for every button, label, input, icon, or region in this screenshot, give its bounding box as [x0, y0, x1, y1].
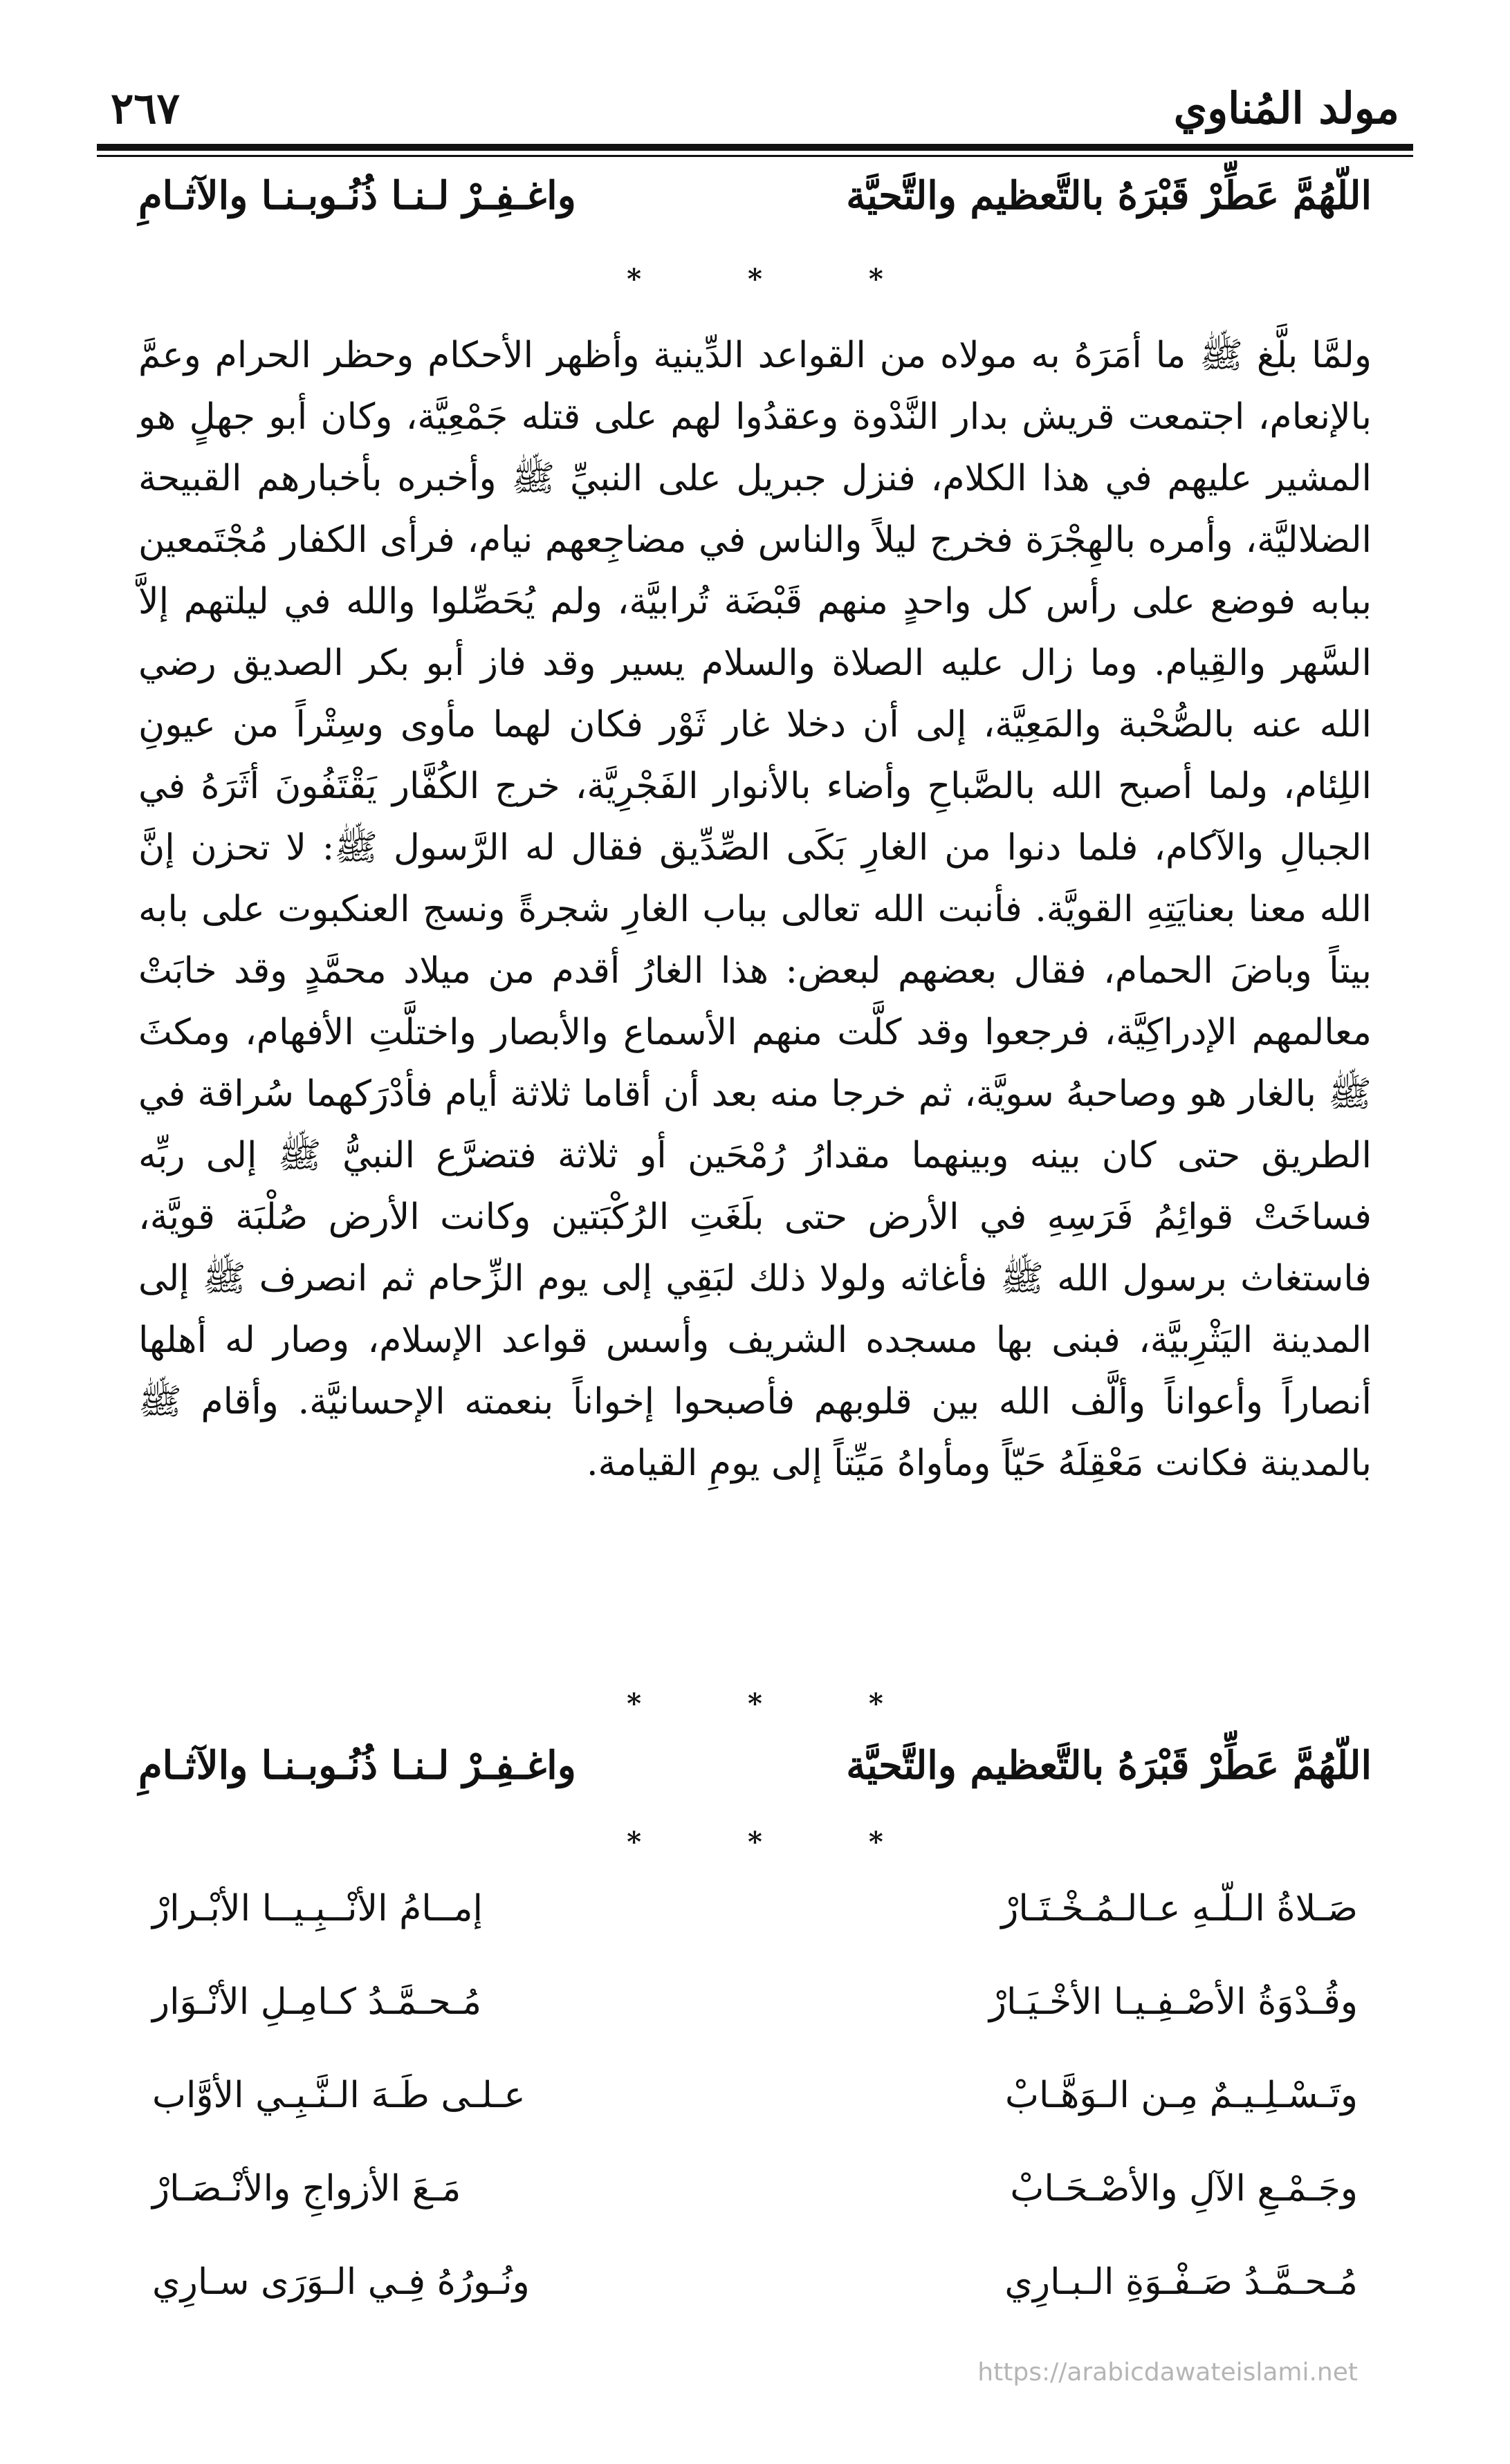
separator-stars-top [0, 263, 1510, 295]
separator-star: * [627, 263, 642, 295]
poem-verse [152, 2075, 1358, 2168]
poem-verse-right-hemistich: صَـلاةُ الـلّـهِ عـالـمُـخْـتَـارْ [1001, 1888, 1358, 1929]
separator-stars-bottom [0, 1826, 1510, 1858]
poem-verse-right-hemistich: وقُـدْوَةُ الأصْـفِـيـا الأخْـيَـارْ [988, 1981, 1358, 2023]
separator-star: * [748, 263, 762, 295]
running-title: مولد المُناوي [1173, 83, 1399, 133]
poem-verse [152, 1981, 1358, 2075]
poem-verse-right-hemistich: مُـحـمَّـدُ صَـفْـوَةِ الـبـارِي [1004, 2261, 1358, 2303]
poem [152, 1888, 1358, 2355]
refrain-middle-right-hemistich: اللّهُمَّ عَطِّرْ قَبْرَهُ بالتَّعظيم والتَّحيَّة [846, 1743, 1372, 1788]
poem-verse-right-hemistich: وتَـسْـلِـيـمٌ مِـن الـوَهَّـابْ [1005, 2075, 1358, 2116]
separator-star: * [748, 1687, 762, 1720]
poem-verse-left-hemistich: إمــامُ الأنْــبِـيــا الأبْـرارْ [152, 1888, 483, 1929]
source-watermark: https://arabicdawateislami.net [977, 2358, 1358, 2387]
poem-verse-left-hemistich: ونُـورُهُ فِـي الـوَرَى سـارِي [152, 2261, 530, 2303]
refrain-middle [138, 1743, 1372, 1805]
separator-star: * [868, 1687, 883, 1720]
poem-verse-right-hemistich: وجَـمْـعِ الآلِ والأصْـحَـابْ [1010, 2168, 1358, 2210]
header-rule-thin [97, 155, 1413, 157]
separator-stars-middle [0, 1687, 1510, 1720]
body-text [138, 325, 1372, 1494]
refrain-top-left-hemistich: واغـفِـرْ لـنـا ذُنُـوبـنـا والآثـامِ [138, 173, 576, 219]
poem-verse [152, 2168, 1358, 2261]
separator-star: * [627, 1687, 642, 1720]
body-paragraph: ولمَّا بلَّغ ﷺ ما أمَرَهُ به مولاه من القواعد الدِّينية وأظهر الأحكام وحظر الحرام وعمَّ بالإنعام، اجتمعت قريش بدار النَّدْوة وعقدُوا لهم على قتله جَمْعِيَّة، وكان أبو جهلٍ هو المشير عليهم في هذا الكلام، فنزل جبريل على النبيِّ ﷺ وأخبره بأخبارهم القبيحة الضلاليَّة، وأمره بالهِجْرَة فخرج ليلاً والناس في مضاجِعهم نيام، فرأى الكفار مُجْتَمعين ببابه فوضع على رأس كل واحدٍ منهم قَبْضَة تُرابيَّة، ولم يُحَصِّلوا والله في ليلتهم إلاَّ السَّهر والقِيام. وما زال عليه الصلاة والسلام يسير وقد فاز أبو بكر الصديق رضي الله عنه بالصُّحْبة والمَعِيَّة، إلى أن دخلا غار ثَوْر فكان لهما مأوى وسِتْراً من عيونِ اللِئام، ولما أصبح الله بالصَّباحِ وأضاء بالأنوار الفَجْرِيَّة، خرج الكُفَّار يَقْتَفُونَ أثَرَهُ في الجبالِ والآكام، فلما دنوا من الغارِ بَكَى الصِّدِّيق فقال له الرَّسول ﷺ: لا تحزن إنَّ الله معنا بعنايَتِهِ القويَّة. فأنبت الله تعالى بباب الغارِ شجرةً ونسج العنكبوت على بابه بيتاً وباضَ الحمام، فقال بعضهم لبعض: هذا الغارُ أقدم من ميلاد محمَّدٍ وقد خابَتْ معالمهم الإدراكِيَّة، فرجعوا وقد كلَّت منهم الأسماع والأبصار واختلَّتِ الأفهام، ومكثَ ﷺ بالغار هو وصاحبهُ سويَّة، ثم خرجا منه بعد أن أقاما ثلاثة أيام فأدْرَكهما سُراقة في الطريق حتى كان بينه وبينهما مقدارُ رُمْحَين أو ثلاثة فتضرَّع النبيُّ ﷺ إلى ربِّه فساخَتْ قوائِمُ فَرَسِهِ في الأرض حتى بلَغَتِ الرُكْبَتين وكانت الأرض صُلْبَة قويَّة، فاستغاث برسول الله ﷺ فأغاثه ولولا ذلك لبَقِي إلى يوم الزِّحام ثم انصرف ﷺ إلى المدينة اليَثْرِبيَّة، فبنى بها مسجده الشريف وأسس قواعد الإسلام، وصار له أهلها أنصاراً وأعواناً وألَّف الله بين قلوبهم فأصبحوا إخواناً بنعمته الإحسانيَّة. وأقام ﷺ بالمدينة فكانت مَعْقِلَهُ حَيّاً ومأواهُ مَيِّتاً إلى يومِ القيامة. [138, 335, 1372, 1484]
separator-star: * [868, 263, 883, 295]
poem-verse-left-hemistich: عـلـى طَـهَ الـنَّـبِـي الأوَّاب [152, 2075, 526, 2116]
page-number: ٢٦٧ [111, 83, 180, 133]
poem-verse-left-hemistich: مُـحـمَّـدُ كـامِـلِ الأنْـوَار [152, 1981, 482, 2023]
separator-star: * [627, 1826, 642, 1858]
refrain-top [138, 173, 1372, 235]
separator-star: * [868, 1826, 883, 1858]
refrain-middle-left-hemistich: واغـفِـرْ لـنـا ذُنُـوبـنـا والآثـامِ [138, 1743, 576, 1788]
header-rule-thick [97, 144, 1413, 151]
poem-verse-left-hemistich: مَـعَ الأزواجِ والأنْـصَـارْ [152, 2168, 461, 2210]
poem-verse [152, 2261, 1358, 2355]
separator-star: * [748, 1826, 762, 1858]
poem-verse [152, 1888, 1358, 1981]
refrain-top-right-hemistich: اللّهُمَّ عَطِّرْ قَبْرَهُ بالتَّعظيم والتَّحيَّة [846, 173, 1372, 219]
